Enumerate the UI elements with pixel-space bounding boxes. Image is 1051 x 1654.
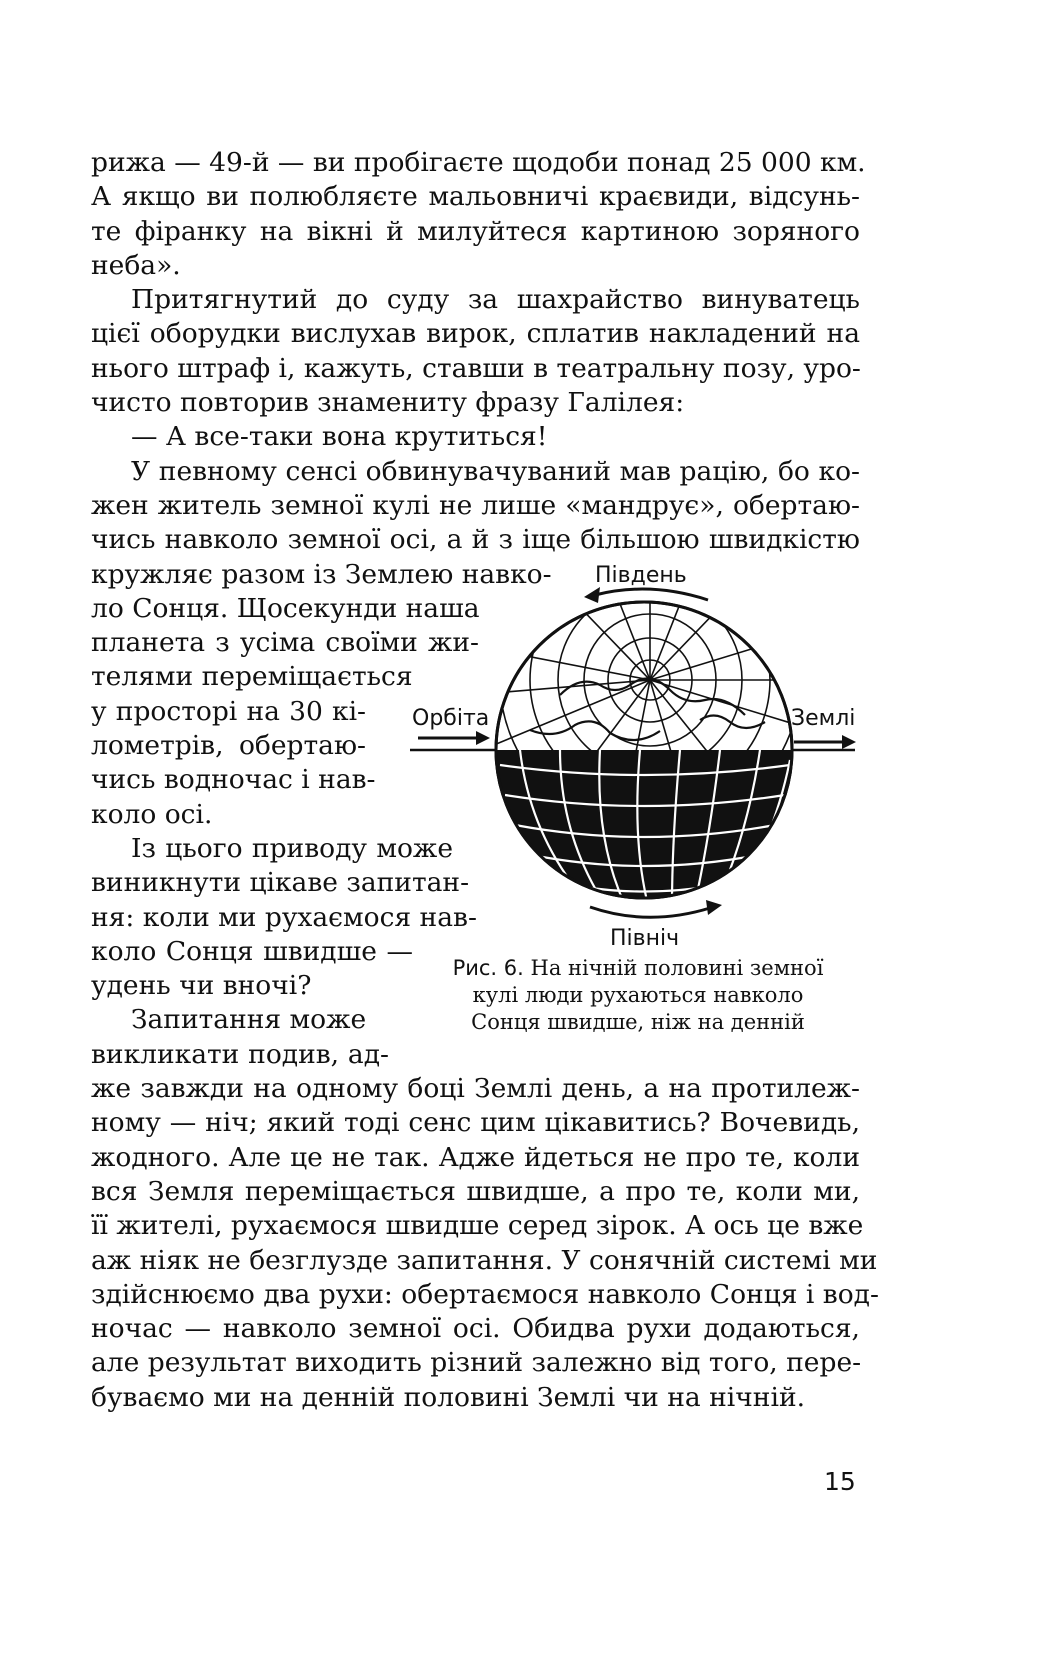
text-line: ло Сонця. Щосекунди наша (91, 592, 480, 624)
caption-lead: Рис. 6. (452, 956, 524, 980)
text-line: жен житель земної кулі не лише «мандрує», обертаю- (91, 489, 860, 521)
text-line: коло Сонця швидше — (91, 935, 413, 967)
rotation-arrow-icon (590, 907, 710, 917)
text-line: ному — ніч; який тоді сенс цим цікавитись? Вочевидь, (91, 1107, 860, 1139)
caption-line: Сонця швидше, ніж на денній (471, 1010, 805, 1034)
caption-line: На нічній половині земної (530, 956, 824, 980)
text-line: Запитання може (131, 1004, 367, 1036)
text-line: рижа — 49-й — ви пробігаєте щодоби понад 25 000 км. (91, 147, 866, 178)
label-north: Північ (610, 926, 680, 951)
text-line: виникнути цікаве запитан- (91, 867, 470, 899)
text-line: А якщо ви полюбляєте мальовничі краєвиди, відсунь- (91, 181, 860, 213)
text-line: удень чи вночі? (91, 970, 312, 1002)
text-line: її жителі, рухаємося швидше серед зірок. А ось це вже (91, 1210, 864, 1242)
label-south: Південь (595, 563, 687, 588)
text-line: жодного. Але це не так. Адже йдеться не про те, коли (91, 1141, 860, 1173)
rotation-arrow-icon (595, 589, 708, 600)
text-line: здійснюємо два рухи: обертаємося навколо Сонця і вод- (91, 1278, 879, 1310)
text-line: У певному сенсі обвинувачуваний мав рацію, бо ко- (131, 455, 860, 487)
text-line: ня: коли ми рухаємося нав- (91, 901, 477, 933)
text-line: чись водночас і нав- (91, 764, 376, 796)
figure-caption (418, 955, 858, 1036)
text-line: Притягнутий до суду за шахрайство винуватець (131, 284, 860, 316)
text-line: викликати подив, ад- (91, 1038, 389, 1070)
text-line: лометрів, обертаю- (91, 730, 366, 762)
text-line: чисто повторив знамениту фразу Галілея: (91, 387, 685, 419)
text-line: те фіранку на вікні й милуйтеся картиною зоряного (91, 215, 860, 247)
text-line: телями переміщається (91, 661, 413, 693)
text-line: але результат виходить різний залежно від того, пере- (91, 1347, 862, 1379)
label-earth: Землі (791, 706, 856, 731)
text-line: коло осі. (91, 798, 213, 830)
page-number: 15 (824, 1467, 856, 1496)
text-line: цієї оборудки вислухав вирок, сплатив накладений на (91, 318, 860, 350)
text-line: у просторі на 30 кі- (91, 695, 366, 727)
text-line: планета з усіма своїми жи- (91, 627, 479, 659)
text-line: чись навколо земної осі, а й з іще більшою швидкістю (91, 524, 860, 556)
text-line: нього штраф і, кажуть, ставши в театральну позу, уро- (91, 352, 861, 384)
text-line: Із цього приводу може (131, 832, 453, 864)
caption-line: кулі люди рухаються навколо (472, 983, 804, 1007)
text-line: неба». (91, 249, 181, 281)
text-line: ночас — навколо земної осі. Обидва рухи додаються, (91, 1313, 860, 1345)
text-line: вся Земля переміщається швидше, а про те, коли ми, (91, 1175, 860, 1207)
text-line: буваємо ми на денній половині Землі чи на нічній. (91, 1381, 806, 1413)
text-line: аж ніяк не безглузде запитання. У сонячній системі ми (91, 1244, 878, 1276)
text-line: же завжди на одному боці Землі день, а на протилеж- (91, 1073, 860, 1105)
text-line: кружляє разом із Землею навко- (91, 558, 552, 590)
globe-illustration (410, 555, 860, 955)
label-orbit: Орбіта (412, 706, 490, 731)
text-line: — А все-таки вона крутиться! (131, 421, 548, 453)
